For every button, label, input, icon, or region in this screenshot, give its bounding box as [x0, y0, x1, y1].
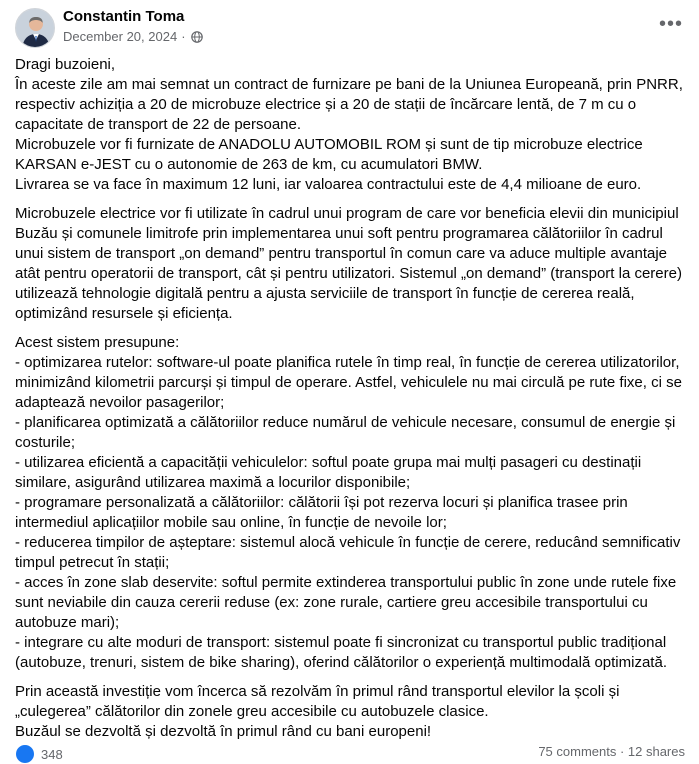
text-line: unui sistem de transport „on demand” pentru transportul în comun care va aduce multiple avantaje — [15, 245, 668, 262]
text-line: timpul petrecut în stații; — [15, 554, 170, 571]
text-line: sunt neviabile din cauza cererii reduse (ex: zone rurale, cartiere greu accesibile transportului cu — [15, 594, 648, 611]
paragraph-intro — [15, 55, 687, 195]
author-avatar[interactable] — [15, 8, 55, 48]
text-line: „culegerea” călătorilor din zonele greu accesibile cu autobuzele clasice. — [15, 703, 489, 720]
text-line: utilizează tehnologie digitală pentru a ajusta serviciile de transport în funcție de cererea reală, — [15, 285, 635, 302]
like-reaction-icon — [15, 744, 35, 764]
text-line: Buzău și comunele limitrofe prin implementarea unui soft pentru programarea călătoriilor în cadrul — [15, 225, 663, 242]
reaction-count[interactable]: 348 — [41, 746, 63, 762]
text-line: - reducerea timpilor de așteptare: sistemul alocă vehicule în funcție de cerere, reducând semnificativ — [15, 534, 681, 551]
text-line: (autobuze, trenuri, sistem de bike sharing), oferind călătorilor o experiență multimodală optimizată. — [15, 654, 667, 671]
text-line: Microbuzele electrice vor fi utilizate în cadrul unui program de care vor beneficia elevii din municipiul — [15, 205, 679, 222]
text-line: adaptează nevoilor pasagerilor; — [15, 394, 225, 411]
post-meta — [63, 29, 203, 44]
post-footer — [15, 744, 685, 764]
text-line: - acces în zone slab deservite: softul permite extinderea transportului public în zone unde rutele fixe — [15, 574, 677, 591]
text-line: - integrare cu alte moduri de transport: sistemul poate fi sincronizat cu transportul public tradițional — [15, 634, 667, 651]
text-line: Livrarea se va face în maximum 12 luni, iar valoarea contractului este de 4,4 milioane de euro. — [15, 176, 642, 193]
post-date[interactable]: December 20, 2024 — [63, 29, 178, 44]
text-line: atât pentru operatorii de transport, cât și pentru utilizatori. Sistemul „on demand” (transport la cerere) — [15, 265, 682, 282]
text-line: În aceste zile am mai semnat un contract de furnizare pe bani de la Uniunea Europeană, prin PNRR, — [15, 76, 683, 93]
text-line: - utilizarea eficientă a capacității vehiculelor: softul poate grupa mai mulți pasageri cu destinații — [15, 454, 642, 471]
text-line: capacitate de transport de 22 de persoane. — [15, 116, 302, 133]
text-line: Acest sistem presupune: — [15, 334, 180, 351]
text-line: Buzăul se dezvoltă și dezvoltă în primul rând cu bani europeni! — [15, 723, 432, 740]
text-line: similare, asigurând utilizarea maximă a locurilor disponibile; — [15, 474, 411, 491]
text-line: minimizând kilometrii parcurși și timpul de operare. Astfel, vehiculele nu mai circulă pe rute fixe, ci se — [15, 374, 682, 391]
engagement-stats[interactable]: 75 comments · 12 shares — [538, 744, 685, 759]
text-line: optimizând resursele și eficiența. — [15, 305, 233, 322]
text-line: Microbuzele vor fi furnizate de ANADOLU AUTOMOBIL ROM și sunt de tip microbuze electrice — [15, 136, 643, 153]
avatar-portrait-icon — [16, 9, 55, 48]
author-name[interactable]: Constantin Toma — [63, 8, 185, 25]
text-line: KARSAN e-JEST cu o autonomie de 263 de km, cu acumulatori BMW. — [15, 156, 483, 173]
post-body — [15, 55, 687, 751]
reactions-summary[interactable] — [15, 744, 63, 764]
post-header — [15, 6, 685, 50]
text-line: Prin această investiție vom încerca să rezolvăm în primul rând transportul elevilor la școli și — [15, 683, 620, 700]
globe-icon[interactable] — [191, 31, 203, 43]
paragraph-system — [15, 333, 687, 673]
text-line: costurile; — [15, 434, 76, 451]
meta-separator: · — [181, 29, 186, 44]
paragraph-usage — [15, 204, 687, 324]
text-line: Dragi buzoieni, — [15, 56, 116, 73]
text-line: - planificarea optimizată a călătoriilor reduce numărul de vehicule necesare, consumul de energie și — [15, 414, 676, 431]
text-line: - optimizarea rutelor: software-ul poate planifica rutele în timp real, în funcție de cererea utilizatorilor, — [15, 354, 680, 371]
text-line: - programare personalizată a călătoriilor: călătorii își pot rezerva locuri și planifica trasee prin — [15, 494, 628, 511]
text-line: respectiv achiziția a 20 de microbuze electrice și a 20 de stații de încărcare lentă, de 7 m cu o — [15, 96, 637, 113]
text-line: intermediul aplicațiilor mobile sau online, în funcție de nevoile lor; — [15, 514, 447, 531]
paragraph-closing — [15, 682, 687, 742]
more-options-icon[interactable]: ••• — [658, 12, 683, 35]
text-line: autobuze mari); — [15, 614, 120, 631]
